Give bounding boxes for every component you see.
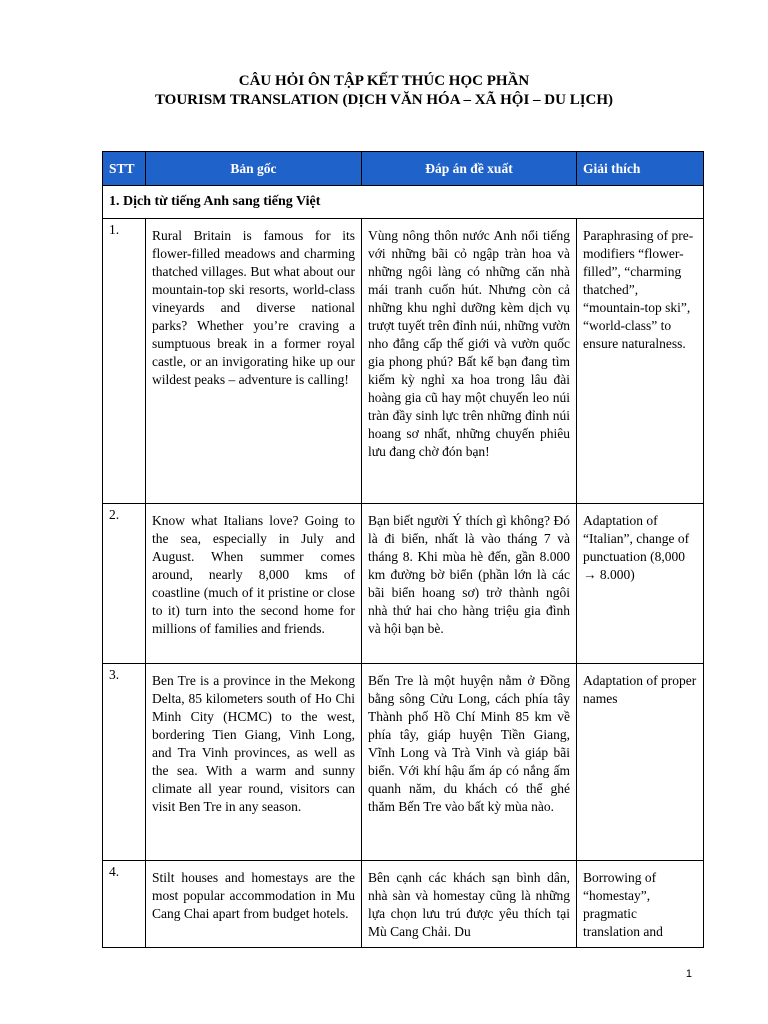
header-stt: STT xyxy=(103,152,146,186)
source-text: Ben Tre is a province in the Mekong Delta, 85 kilometers south of Ho Chi Minh City (HCMC) to the west, bordering Tien Giang, Vinh Long, and Tra Vinh provinces, as well as the sea. With a warm and sunny climate all year round, visitors can visit Ben Tre in any season. xyxy=(146,664,362,861)
translation-text: Vùng nông thôn nước Anh nổi tiếng với những bãi cỏ ngập tràn hoa và những ngôi làng có những căn nhà mái tranh cuốn hút. Nhưng còn cả những khu nghỉ dưỡng kèm dịch vụ trượt tuyết trên đỉnh núi, những vườn nho đẳng cấp thế giới và vườn quốc gia phong phú? Bất kể bạn đang tìm kiếm kỳ nghỉ xa hoa trong lâu đài hoàng gia cũ hay một chuyến leo núi tràn đầy sinh lực trên những đỉnh núi hoang sơ nhất, những chuyến phiêu lưu đang chờ đón bạn! xyxy=(362,219,577,504)
document-subtitle: TOURISM TRANSLATION (DỊCH VĂN HÓA – XÃ HỘI – DU LỊCH) xyxy=(154,92,614,108)
table-row xyxy=(103,504,704,664)
header-explanation: Giải thích xyxy=(577,152,704,186)
translation-table xyxy=(102,151,704,948)
table-row xyxy=(103,219,704,504)
header-source: Bản gốc xyxy=(146,152,362,186)
document-title: CÂU HỎI ÔN TẬP KẾT THÚC HỌC PHẦN xyxy=(238,73,530,89)
table-header-row xyxy=(103,152,704,186)
explanation-text: Borrowing of “homestay”, pragmatic translation and xyxy=(577,861,704,948)
header-translation: Đáp án đề xuất xyxy=(362,152,577,186)
table-row xyxy=(103,664,704,861)
explanation-text: Adaptation of proper names xyxy=(577,664,704,861)
explanation-text: Adaptation of “Italian”, change of punctuation (8,000 → 8.000) xyxy=(577,504,704,664)
source-text: Rural Britain is famous for its flower-filled meadows and charming thatched villages. But what about our mountain-top ski resorts, world-class vineyards and diverse national parks? Whether you’re craving a sumptuous break in a former royal castle, or an invigorating hike up our wildest peaks – adventure is calling! xyxy=(146,219,362,504)
translation-text: Bến Tre là một huyện nằm ở Đồng bằng sông Cửu Long, cách phía tây Thành phố Hồ Chí Minh 85 km về phía tây, giáp huyện Tiền Giang, Vĩnh Long và Trà Vinh và giáp bãi biển. Với khí hậu ấm áp có nắng ấm quanh năm, du khách có thể ghé thăm Bến Tre vào bất kỳ mùa nào. xyxy=(362,664,577,861)
table-row xyxy=(103,861,704,948)
page-number: 1 xyxy=(685,968,692,980)
row-number: 1. xyxy=(103,219,146,504)
translation-text: Bên cạnh các khách sạn bình dân, nhà sàn và homestay cũng là những lựa chọn lưu trú được yêu thích tại Mù Cang Chải. Du xyxy=(362,861,577,948)
section-title: 1. Dịch từ tiếng Anh sang tiếng Việt xyxy=(103,186,704,219)
explanation-text: Paraphrasing of pre-modifiers “flower-filled”, “charming thatched”, “mountain-top ski”, “world-class” to ensure naturalness. xyxy=(577,219,704,504)
source-text: Know what Italians love? Going to the sea, especially in July and August. When summer comes around, nearly 8,000 kms of coastline (much of it pristine or close to it) turn into the second home for millions of families and friends. xyxy=(146,504,362,664)
section-row xyxy=(103,186,704,219)
row-number: 4. xyxy=(103,861,146,948)
row-number: 2. xyxy=(103,504,146,664)
source-text: Stilt houses and homestays are the most popular accommodation in Mu Cang Chai apart from budget hotels. xyxy=(146,861,362,948)
row-number: 3. xyxy=(103,664,146,861)
translation-text: Bạn biết người Ý thích gì không? Đó là đi biển, nhất là vào tháng 7 và tháng 8. Khi mùa hè đến, gần 8.000 km đường bờ biển (phần lớn là các bãi biển hoang sơ) trở thành ngôi nhà thứ hai cho hàng triệu gia đình và hội bạn bè. xyxy=(362,504,577,664)
